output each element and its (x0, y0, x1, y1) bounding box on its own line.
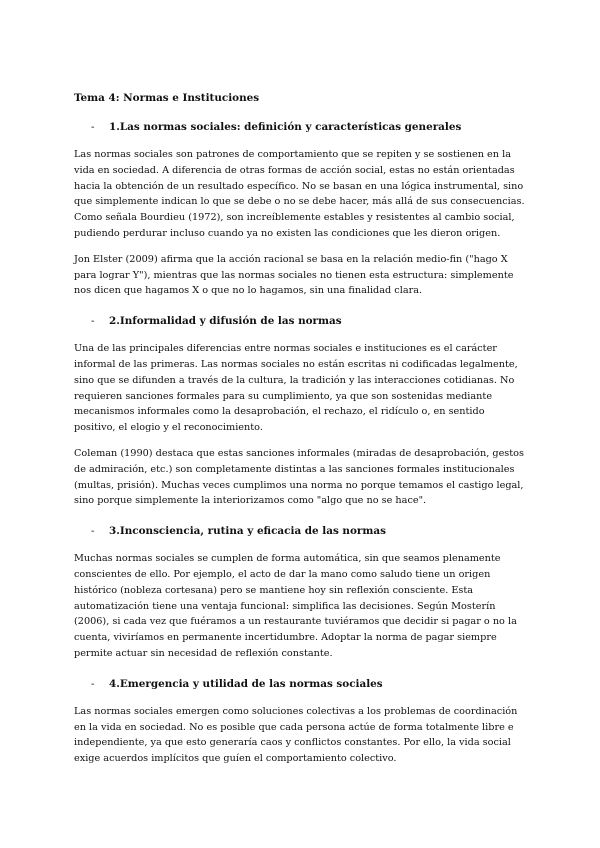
bullet-dash: - (91, 121, 95, 133)
section-heading-text: 4.Emergencia y utilidad de las normas sociales (109, 677, 383, 690)
paragraph: Las normas sociales emergen como soluciones colectivas a los problemas de coordinación en la vida en sociedad. No es posible que cada persona actúe de forma totalmente libre e independiente, ya que esto generaría caos y conflictos constantes. Por ello, la vida social exige acuerdos implícitos que guíen el comportamiento colectivo. (74, 705, 518, 765)
section-heading-text: 1.Las normas sociales: definición y características generales (109, 121, 462, 133)
paragraph: Una de las principales diferencias entre normas sociales e instituciones es el carácter informal de las primeras. Las normas sociales no están escritas ni codificadas legalmente, sino que se difunden a través de la cultura, la tradición y las interacciones cotidianas. No requieren sanciones formales para su cumplimiento, ya que son sostenidas mediante mecanismos informales como la desaprobación, el rechazo, el ridículo o, en sentido positivo, el elogio y el reconocimiento. (74, 343, 518, 434)
document-title: Tema 4: Normas e Instituciones (74, 92, 260, 104)
section-heading-text: 3.Inconsciencia, rutina y eficacia de las normas (109, 525, 386, 538)
section-heading-2 (74, 313, 526, 329)
section-heading-text: 2.Informalidad y difusión de las normas (109, 315, 342, 328)
paragraph: Las normas sociales son patrones de comportamiento que se repiten y se sostienen en la vida en sociedad. A diferencia de otras formas de acción social, estas no están orientadas hacia la obtención de un resultado específico. No se basan en una lógica instrumental, sino que simplemente indican lo que se debe o no se debe hacer, más allá de sus consecuencias. Como señala Bourdieu (1972), son increíblemente estables y resistentes al cambio social, pudiendo perdurar incluso cuando ya no existen las condiciones que les dieron origen. (74, 149, 525, 239)
section-heading-1 (74, 119, 526, 135)
bullet-dash: - (91, 525, 95, 538)
section-heading-3 (74, 523, 526, 539)
paragraph: Coleman (1990) destaca que estas sanciones informales (miradas de desaprobación, gestos de admiración, etc.) son completamente distintas a las sanciones formales institucionales (multas, prisión). Muchas veces cumplimos una norma no porque temamos el castigo legal, sino porque simplemente la interiorizamos como "algo que no se hace". (74, 447, 524, 507)
bullet-dash: - (91, 677, 95, 690)
paragraph: Jon Elster (2009) afirma que la acción racional se basa en la relación medio-fin ("hago X para lograr Y"), mientras que las normas sociales no tienen esta estructura: simplemente nos dicen que hagamos X o que no lo hagamos, sin una finalidad clara. (74, 253, 514, 297)
document-page (74, 90, 526, 777)
paragraph: Muchas normas sociales se cumplen de forma automática, sin que seamos plenamente conscientes de ello. Por ejemplo, el acto de dar la mano como saludo tiene un origen histórico (nobleza cortesana) pero se mantiene hoy sin reflexión consciente. Esta automatización tiene una ventaja funcional: simplifica las decisiones. Según Mosterín (2006), si cada vez que fuéramos a un restaurante tuviéramos que decidir si pagar o no la cuenta, viviríamos en permanente incertidumbre. Adoptar la norma de pagar siempre permite actuar sin necesidad de reflexión constante. (74, 553, 517, 659)
section-heading-4 (74, 676, 526, 692)
bullet-dash: - (91, 315, 95, 328)
